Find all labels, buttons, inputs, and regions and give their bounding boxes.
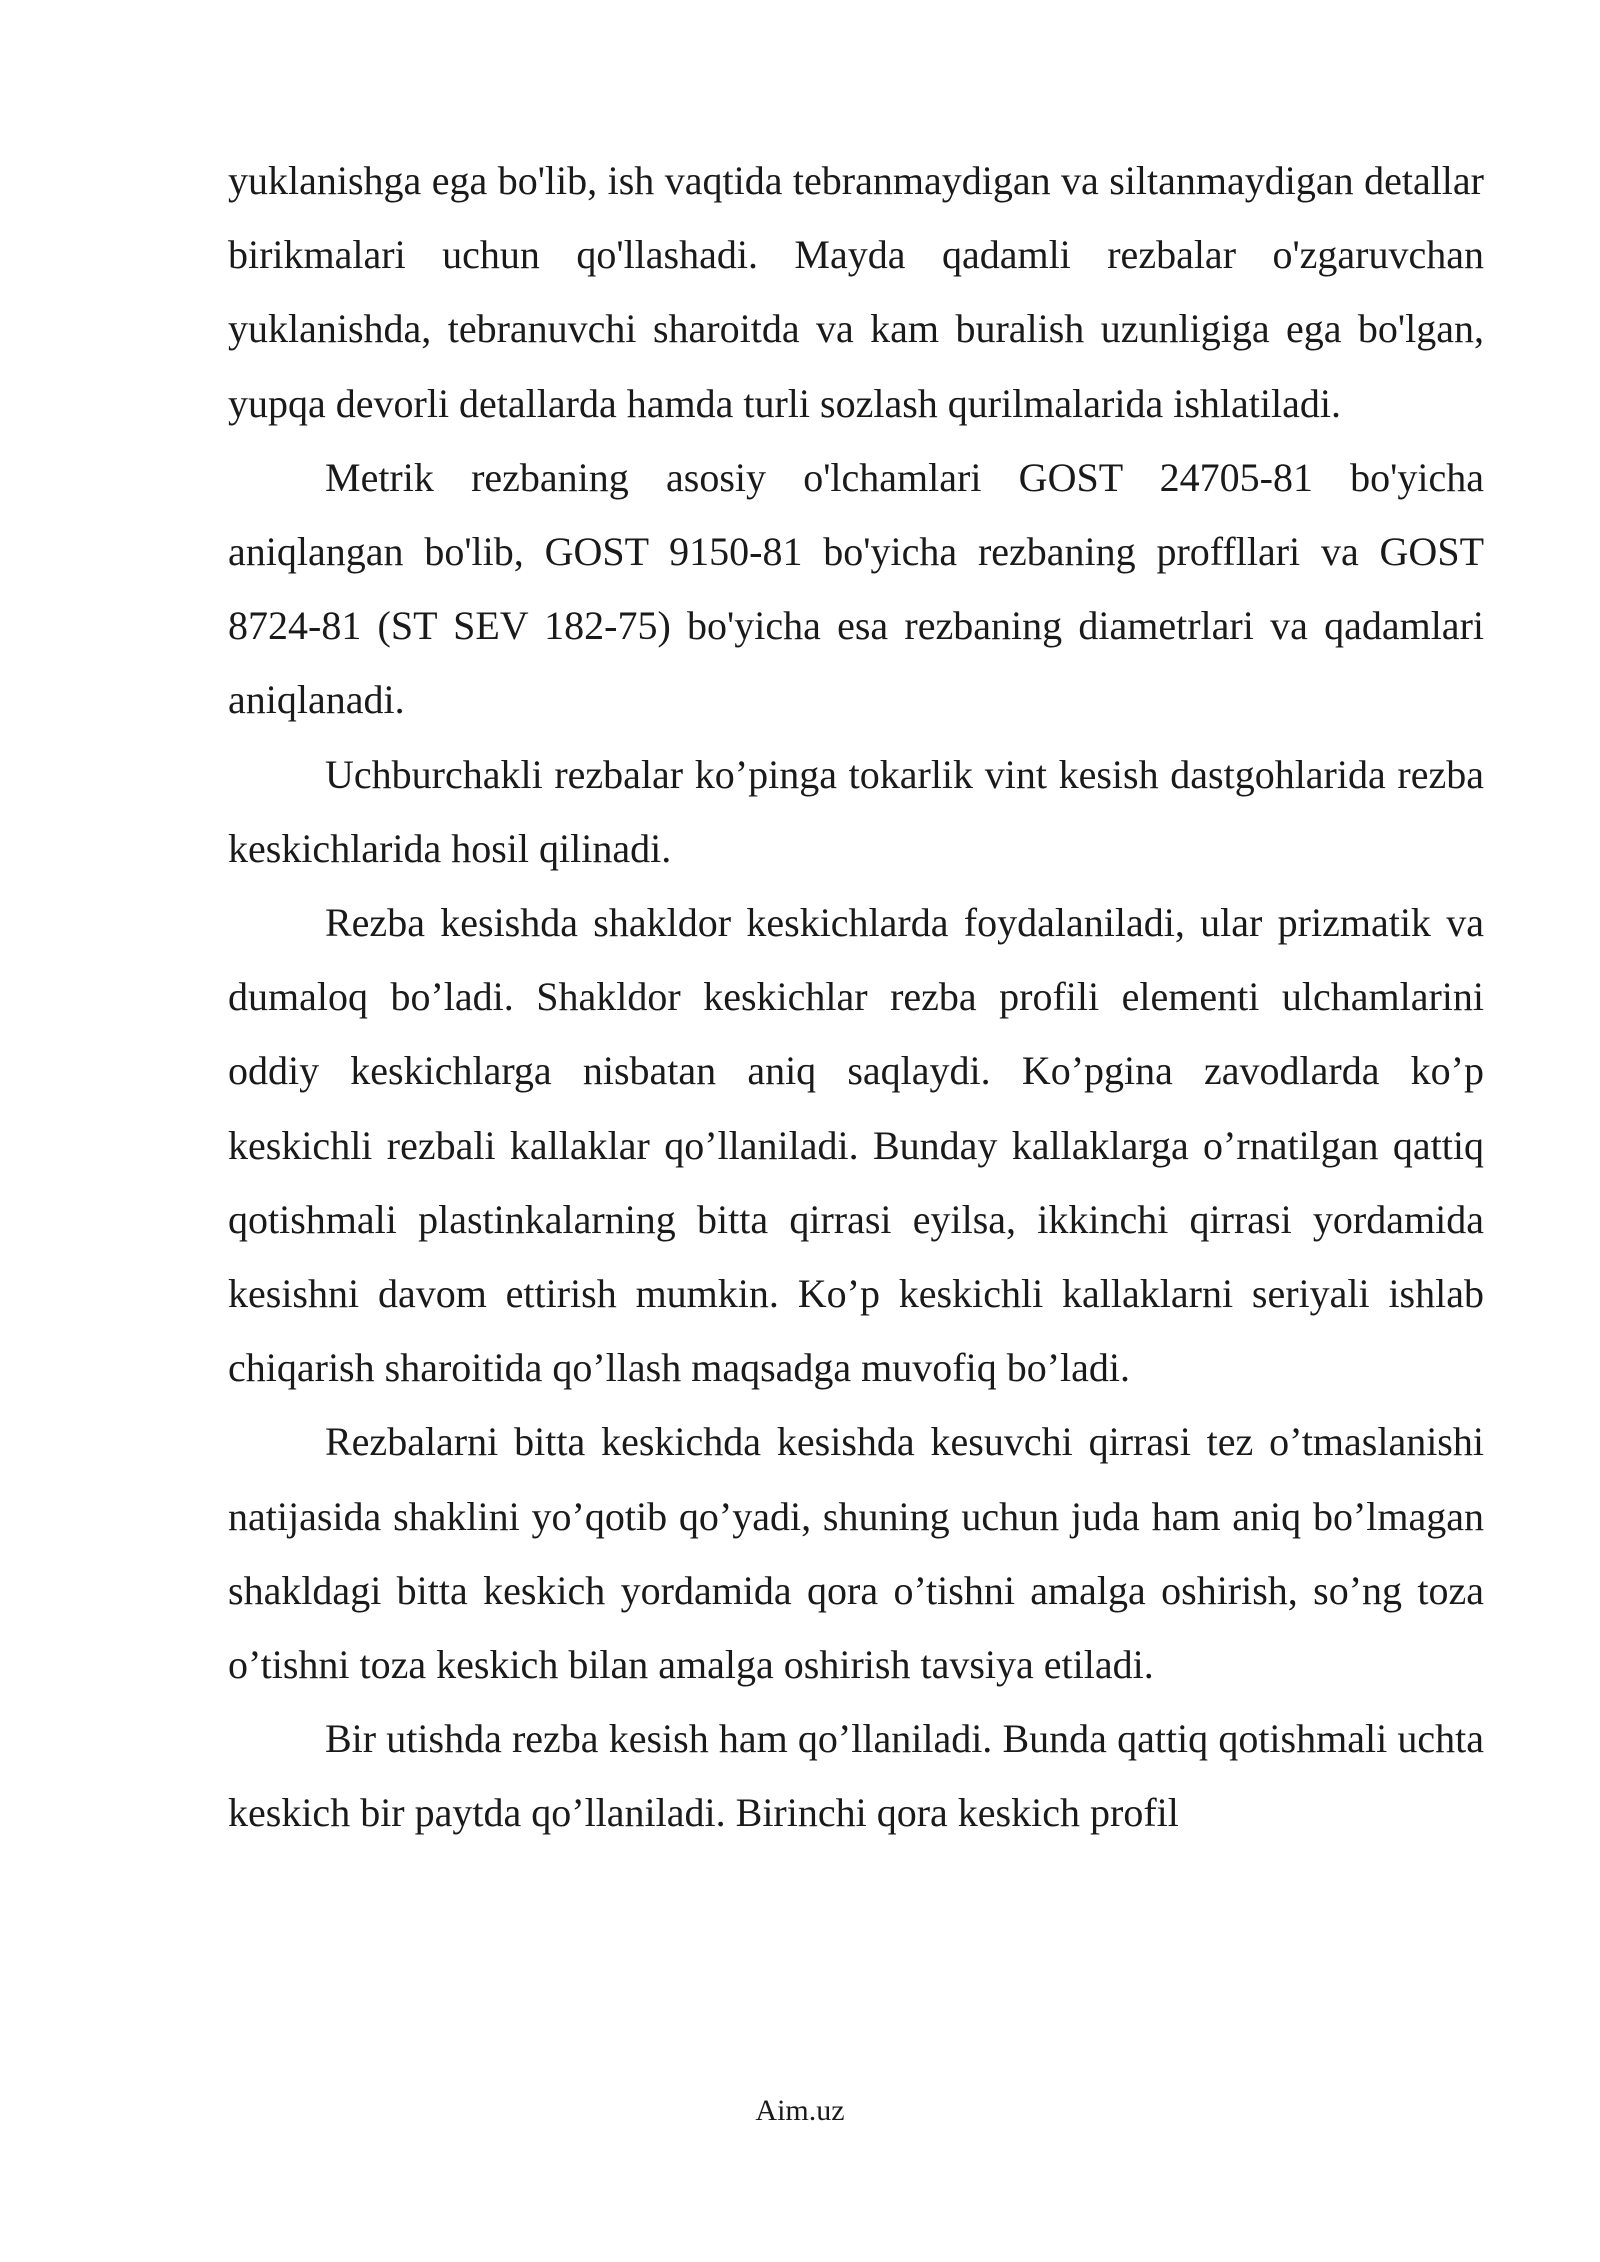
page-footer: Aim.uz	[755, 2094, 845, 2127]
paragraph: Rezbalarni bitta keskichda kesishda kesuvchi qirrasi tez o’tmaslanishi natijasida shaklini yo’qotib qo’yadi, shuning uchun juda ham aniq bo’lmagan shakldagi bitta keskich yordamida qora o’tishni amalga oshirish, so’ng toza o’tishni toza keskich bilan amalga oshirish tavsiya etiladi.	[228, 1419, 1484, 1688]
paragraph: Uchburchakli rezbalar ko’pinga tokarlik vint kesish dastgohlarida rezba keskichlarida hosil qilinadi.	[228, 751, 1484, 871]
paragraph: Metrik rezbaning asosiy o'lchamlari GOST 24705-81 bo'yicha aniqlangan bo'lib, GOST 9150-81 bo'yicha rezbaning proffllari va GOST 8724-81 (ST SEV 182-75) bo'yicha esa rezbaning diametrlari va qadamlari aniqlanadi.	[228, 454, 1484, 723]
body-text	[228, 144, 1484, 1851]
paragraph: yuklanishga ega bo'lib, ish vaqtida tebranmaydigan va siltanmaydigan detallar birikmalari uchun qo'llashadi. Mayda qadamli rezbalar o'zgaruvchan yuklanishda, tebranuvchi sharoitda va kam buralish uzunligiga ega bo'lgan, yupqa devorli detallarda hamda turli sozlash qurilmalarida ishlatiladi.	[228, 158, 1484, 426]
paragraph: Rezba kesishda shakldor keskichlarda foydalaniladi, ular prizmatik va dumaloq bo’ladi. Shakldor keskichlar rezba profili elementi ulchamlarini oddiy keskichlarga nisbatan aniq saqlaydi. Ko’pgina zavodlarda ko’p keskichli rezbali kallaklar qo’llaniladi. Bunday kallaklarga o’rnatilgan qattiq qotishmali plastinkalarning bitta qirrasi eyilsa, ikkinchi qirrasi yordamida kesishni davom ettirish mumkin. Ko’p keskichli kallaklarni seriyali ishlab chiqarish sharoitida qo’llash maqsadga muvofiq bo’ladi.	[228, 900, 1484, 1391]
paragraph: Bir utishda rezba kesish ham qo’llaniladi. Bunda qattiq qotishmali uchta keskich bir paytda qo’llaniladi. Birinchi qora keskich profil	[228, 1716, 1484, 1836]
